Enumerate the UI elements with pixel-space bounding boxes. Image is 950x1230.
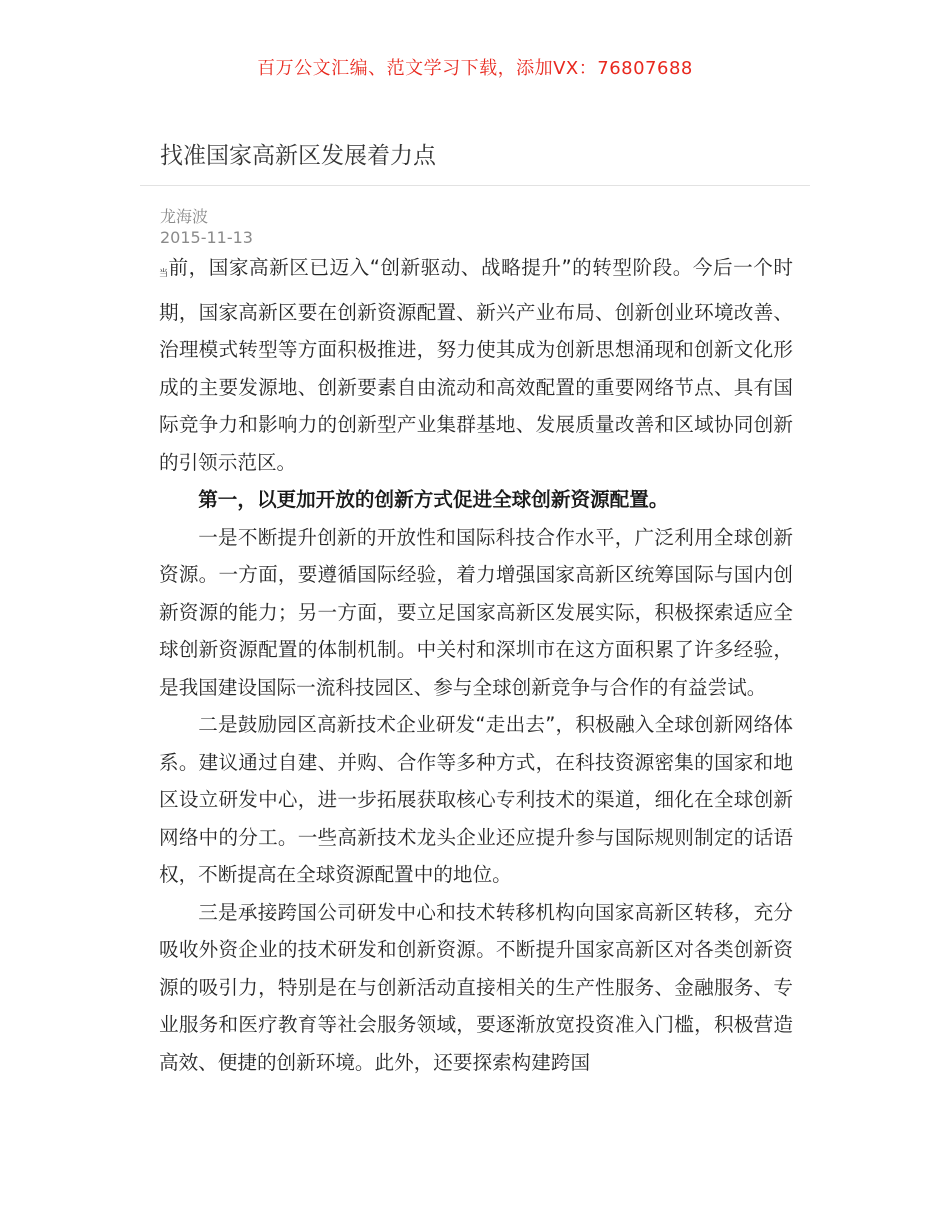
paragraph-point-3: 三是承接跨国公司研发中心和技术转移机构向国家高新区转移，充分吸收外资企业的技术研发和创新资源。不断提升国家高新区对各类创新资源的吸引力，特别是在与创新活动直接相关的生产性服务、金融服务、专业服务和医疗教育等社会服务领域，要逐渐放宽投资准入门槛，积极营造高效、便捷的创新环境。此外，还要探索构建跨国 — [159, 900, 793, 1074]
title-divider — [140, 185, 810, 186]
article-date: 2015-11-13 — [160, 228, 253, 247]
article-title: 找准国家高新区发展着力点 — [160, 143, 436, 169]
promo-banner: 百万公文汇编、范文学习下载，添加VX：76807688 — [257, 58, 693, 79]
paragraph-point-2: 二是鼓励园区高新技术企业研发“走出去”，积极融入全球创新网络体系。建议通过自建、并购、合作等多种方式，在科技资源密集的国家和地区设立研发中心，进一步拓展获取核心专利技术的渠道，细化在全球创新网络中的分工。一些高新技术龙头企业还应提升参与国际规则制定的话语权，不断提高在全球资源配置中的地位。 — [159, 713, 793, 886]
paragraph-point-1: 一是不断提升创新的开放性和国际科技合作水平，广泛利用全球创新资源。一方面，要遵循国际经验，着力增强国家高新区统筹国际与国内创新资源的能力；另一方面，要立足国家高新区发展实际，积极探索适应全球创新资源配置的体制机制。中关村和深圳市在这方面积累了许多经验，是我国建设国际一流科技园区、参与全球创新竞争与合作的有益尝试。 — [159, 525, 793, 699]
paragraph-intro — [159, 249, 793, 481]
section-heading: 第一，以更加开放的创新方式促进全球创新资源配置。 — [198, 488, 669, 511]
paragraph-intro-text: 前，国家高新区已迈入“创新驱动、战略提升”的转型阶段。今后一个时期，国家高新区要在创新资源配置、新兴产业布局、创新创业环境改善、治理模式转型等方面积极推进，努力使其成为创新思想涌现和创新文化形成的主要发源地、创新要素自由流动和高效配置的重要网络节点、具有国际竞争力和影响力的创新型产业集群基地、发展质量改善和区域协同创新的引领示范区。 — [159, 256, 793, 474]
article-author: 龙海波 — [160, 207, 209, 226]
article-body — [159, 249, 793, 1081]
lead-mark: 当 — [159, 269, 169, 279]
